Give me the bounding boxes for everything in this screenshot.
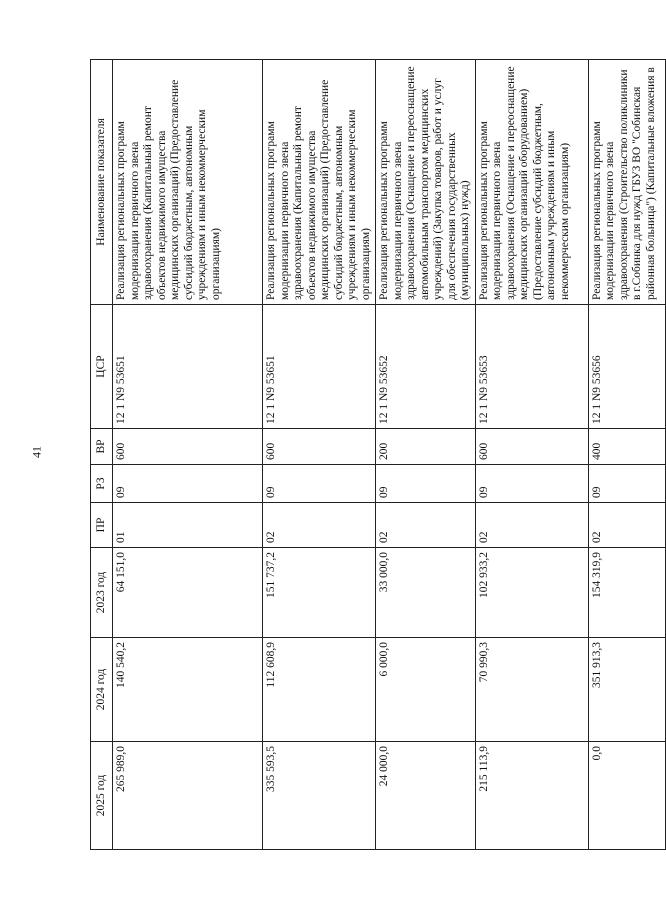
table-row [113, 59, 263, 849]
table-row [263, 59, 376, 849]
cell-csr: 12 1 N9 53651 [263, 305, 376, 429]
page-number: 41 [29, 446, 44, 458]
cell-vr: 400 [588, 429, 665, 465]
cell-2023: 33 000,0 [376, 548, 476, 638]
cell-csr: 12 1 N9 53656 [588, 305, 665, 429]
cell-2025: 24 000,0 [376, 742, 476, 850]
header-2023: 2023 год [91, 548, 113, 638]
cell-pr: 01 [113, 503, 263, 548]
cell-pr: 02 [263, 503, 376, 548]
cell-vr: 600 [475, 429, 588, 465]
header-vr: ВР [91, 429, 113, 465]
cell-2024: 70 990,3 [475, 638, 588, 742]
cell-name: Реализация региональных программ модернизации первичного звена здравоохранения (Оснащение и переоснащение медицинских организаций оборудованием) (Предоставление субсидий бюджетным, автономным учреждениям и иным некоммерческим организациям) [475, 59, 588, 304]
cell-vr: 200 [376, 429, 476, 465]
header-2024: 2024 год [91, 638, 113, 742]
table-row [475, 59, 588, 849]
header-2025: 2025 год [91, 742, 113, 850]
budget-table [90, 59, 666, 850]
cell-csr: 12 1 N9 53651 [113, 305, 263, 429]
cell-2024: 140 540,2 [113, 638, 263, 742]
cell-name: Реализация региональных программ модернизации первичного звена здравоохранения (Капитальный ремонт объектов недвижимого имущества медицинских организаций) (Предоставление субсидий бюджетным, автономным учреждениям и иным некоммерческим организациям) [113, 59, 263, 304]
cell-csr: 12 1 N9 53652 [376, 305, 476, 429]
table-row [376, 59, 476, 849]
cell-rz: 09 [475, 465, 588, 503]
header-csr: ЦСР [91, 305, 113, 429]
cell-2024: 351 913,3 [588, 638, 665, 742]
cell-rz: 09 [376, 465, 476, 503]
cell-rz: 09 [263, 465, 376, 503]
header-name: Наименование показателя [91, 59, 113, 304]
cell-rz: 09 [588, 465, 665, 503]
cell-name: Реализация региональных программ модернизации первичного звена здравоохранения (Капитальный ремонт объектов недвижимого имущества медицинских организаций) (Предоставление субсидий бюджетным, автономным учреждениям и иным некоммерческим организациям) [263, 59, 376, 304]
cell-2024: 6 000,0 [376, 638, 476, 742]
cell-2025: 0,0 [588, 742, 665, 850]
cell-vr: 600 [263, 429, 376, 465]
cell-name: Реализация региональных программ модернизации первичного звена здравоохранения (Оснащение и переоснащение автомобильным транспортом медицинских учреждений) (Закупка товаров, работ и услуг для обеспечения государственных (муниципальных) нужд) [376, 59, 476, 304]
cell-csr: 12 1 N9 53653 [475, 305, 588, 429]
cell-2025: 335 593,5 [263, 742, 376, 850]
header-rz: РЗ [91, 465, 113, 503]
cell-rz: 09 [113, 465, 263, 503]
cell-2023: 64 151,0 [113, 548, 263, 638]
cell-vr: 600 [113, 429, 263, 465]
header-pr: ПР [91, 503, 113, 548]
cell-2023: 151 737,2 [263, 548, 376, 638]
cell-pr: 02 [475, 503, 588, 548]
table-row [588, 59, 665, 849]
cell-name: Реализация региональных программ модернизации первичного звена здравоохранения (Строительство поликлиники в г.Собинка для нужд ГБУЗ ВО "Собинская районная больница") (Капитальные вложения в [588, 59, 665, 304]
cell-pr: 02 [588, 503, 665, 548]
cell-2025: 265 989,0 [113, 742, 263, 850]
cell-pr: 02 [376, 503, 476, 548]
cell-2023: 154 319,9 [588, 548, 665, 638]
cell-2023: 102 933,2 [475, 548, 588, 638]
header-row [91, 59, 113, 849]
cell-2025: 215 113,9 [475, 742, 588, 850]
budget-table-rotated [90, 60, 657, 850]
cell-2024: 112 608,9 [263, 638, 376, 742]
